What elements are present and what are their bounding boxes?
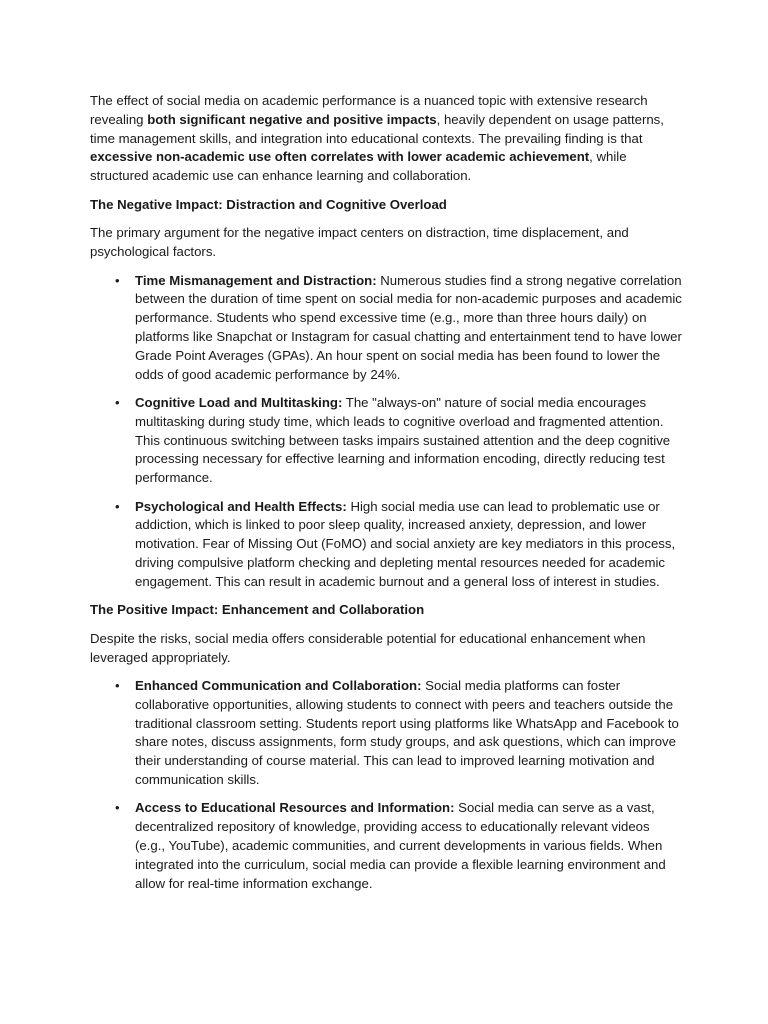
list-item-title: Cognitive Load and Multitasking: bbox=[135, 394, 343, 410]
intro-text-3: , while structured academic use can enhance learning and collaboration. bbox=[90, 149, 627, 184]
intro-text-2: , heavily dependent on usage patterns, time management skills, and integration into educational contexts. The prevailing finding is that bbox=[90, 111, 664, 146]
list-item-title: Enhanced Communication and Collaboration: bbox=[135, 678, 422, 694]
list-item-title: Psychological and Health Effects: bbox=[135, 498, 347, 514]
intro-bold-1: both significant negative and positive impacts bbox=[147, 111, 437, 127]
positive-list bbox=[90, 677, 682, 893]
positive-heading: The Positive Impact: Enhancement and Collaboration bbox=[90, 602, 425, 618]
list-item-title: Access to Educational Resources and Information: bbox=[135, 800, 455, 816]
list-item bbox=[115, 498, 682, 592]
list-item bbox=[115, 677, 682, 790]
list-item bbox=[115, 394, 682, 488]
bullet-icon: • bbox=[115, 800, 120, 816]
negative-intro: The primary argument for the negative impact centers on distraction, time displacement, and psychological factors. bbox=[90, 225, 629, 260]
bullet-icon: • bbox=[115, 394, 120, 410]
intro-text-1: The effect of social media on academic performance is a nuanced topic with extensive research revealing bbox=[90, 93, 648, 127]
intro-bold-2: excessive non-academic use often correlates with lower academic achievement bbox=[90, 149, 590, 165]
list-item-text: Numerous studies find a strong negative correlation between the duration of time spent on social media for non-academic purposes and academic performance. Students who spend excessive time (e.g., more than three hours daily) on platforms like Snapchat or Instagram for casual chatting and entertainment tend to have lower Grade Point Averages (GPAs). An hour spent on social media has been found to lower the odds of good academic performance by 24%. bbox=[135, 272, 682, 382]
intro-paragraph bbox=[90, 92, 682, 186]
list-item-text: The "always-on" nature of social media encourages multitasking during study time, which leads to cognitive overload and fragmented attention. This continuous switching between tasks impairs sustained attention and the deep cognitive processing necessary for effective learning and information encoding, directly reducing test performance. bbox=[135, 394, 671, 486]
list-item-title: Time Mismanagement and Distraction: bbox=[135, 272, 377, 288]
bullet-icon: • bbox=[115, 272, 120, 288]
list-item-text: Social media platforms can foster collaborative opportunities, allowing students to connect with peers and teachers outside the traditional classroom setting. Students report using platforms like WhatsApp and Facebook to share notes, discuss assignments, form study groups, and ask questions, which can improve their understanding of course material. This can lead to improved learning motivation and communication skills. bbox=[135, 678, 679, 788]
negative-heading: The Negative Impact: Distraction and Cognitive Overload bbox=[90, 196, 447, 212]
negative-list bbox=[90, 272, 682, 592]
positive-intro: Despite the risks, social media offers considerable potential for educational enhancement when leveraged appropriately. bbox=[90, 630, 646, 665]
bullet-icon: • bbox=[115, 498, 120, 514]
list-item bbox=[115, 272, 682, 385]
bullet-icon: • bbox=[115, 678, 120, 694]
list-item bbox=[115, 799, 682, 893]
list-item-text: Social media can serve as a vast, decentralized repository of knowledge, providing access to educationally relevant videos (e.g., YouTube), academic communities, and current developments in various fields. When integrated into the curriculum, social media can provide a flexible learning environment and allow for real-time information exchange. bbox=[135, 800, 666, 891]
list-item-text: High social media use can lead to problematic use or addiction, which is linked to poor sleep quality, increased anxiety, depression, and lower motivation. Fear of Missing Out (FoMO) and social anxiety are key mediators in this process, driving compulsive platform checking and depleting mental resources needed for academic engagement. This can result in academic burnout and a general loss of interest in studies. bbox=[135, 498, 676, 589]
